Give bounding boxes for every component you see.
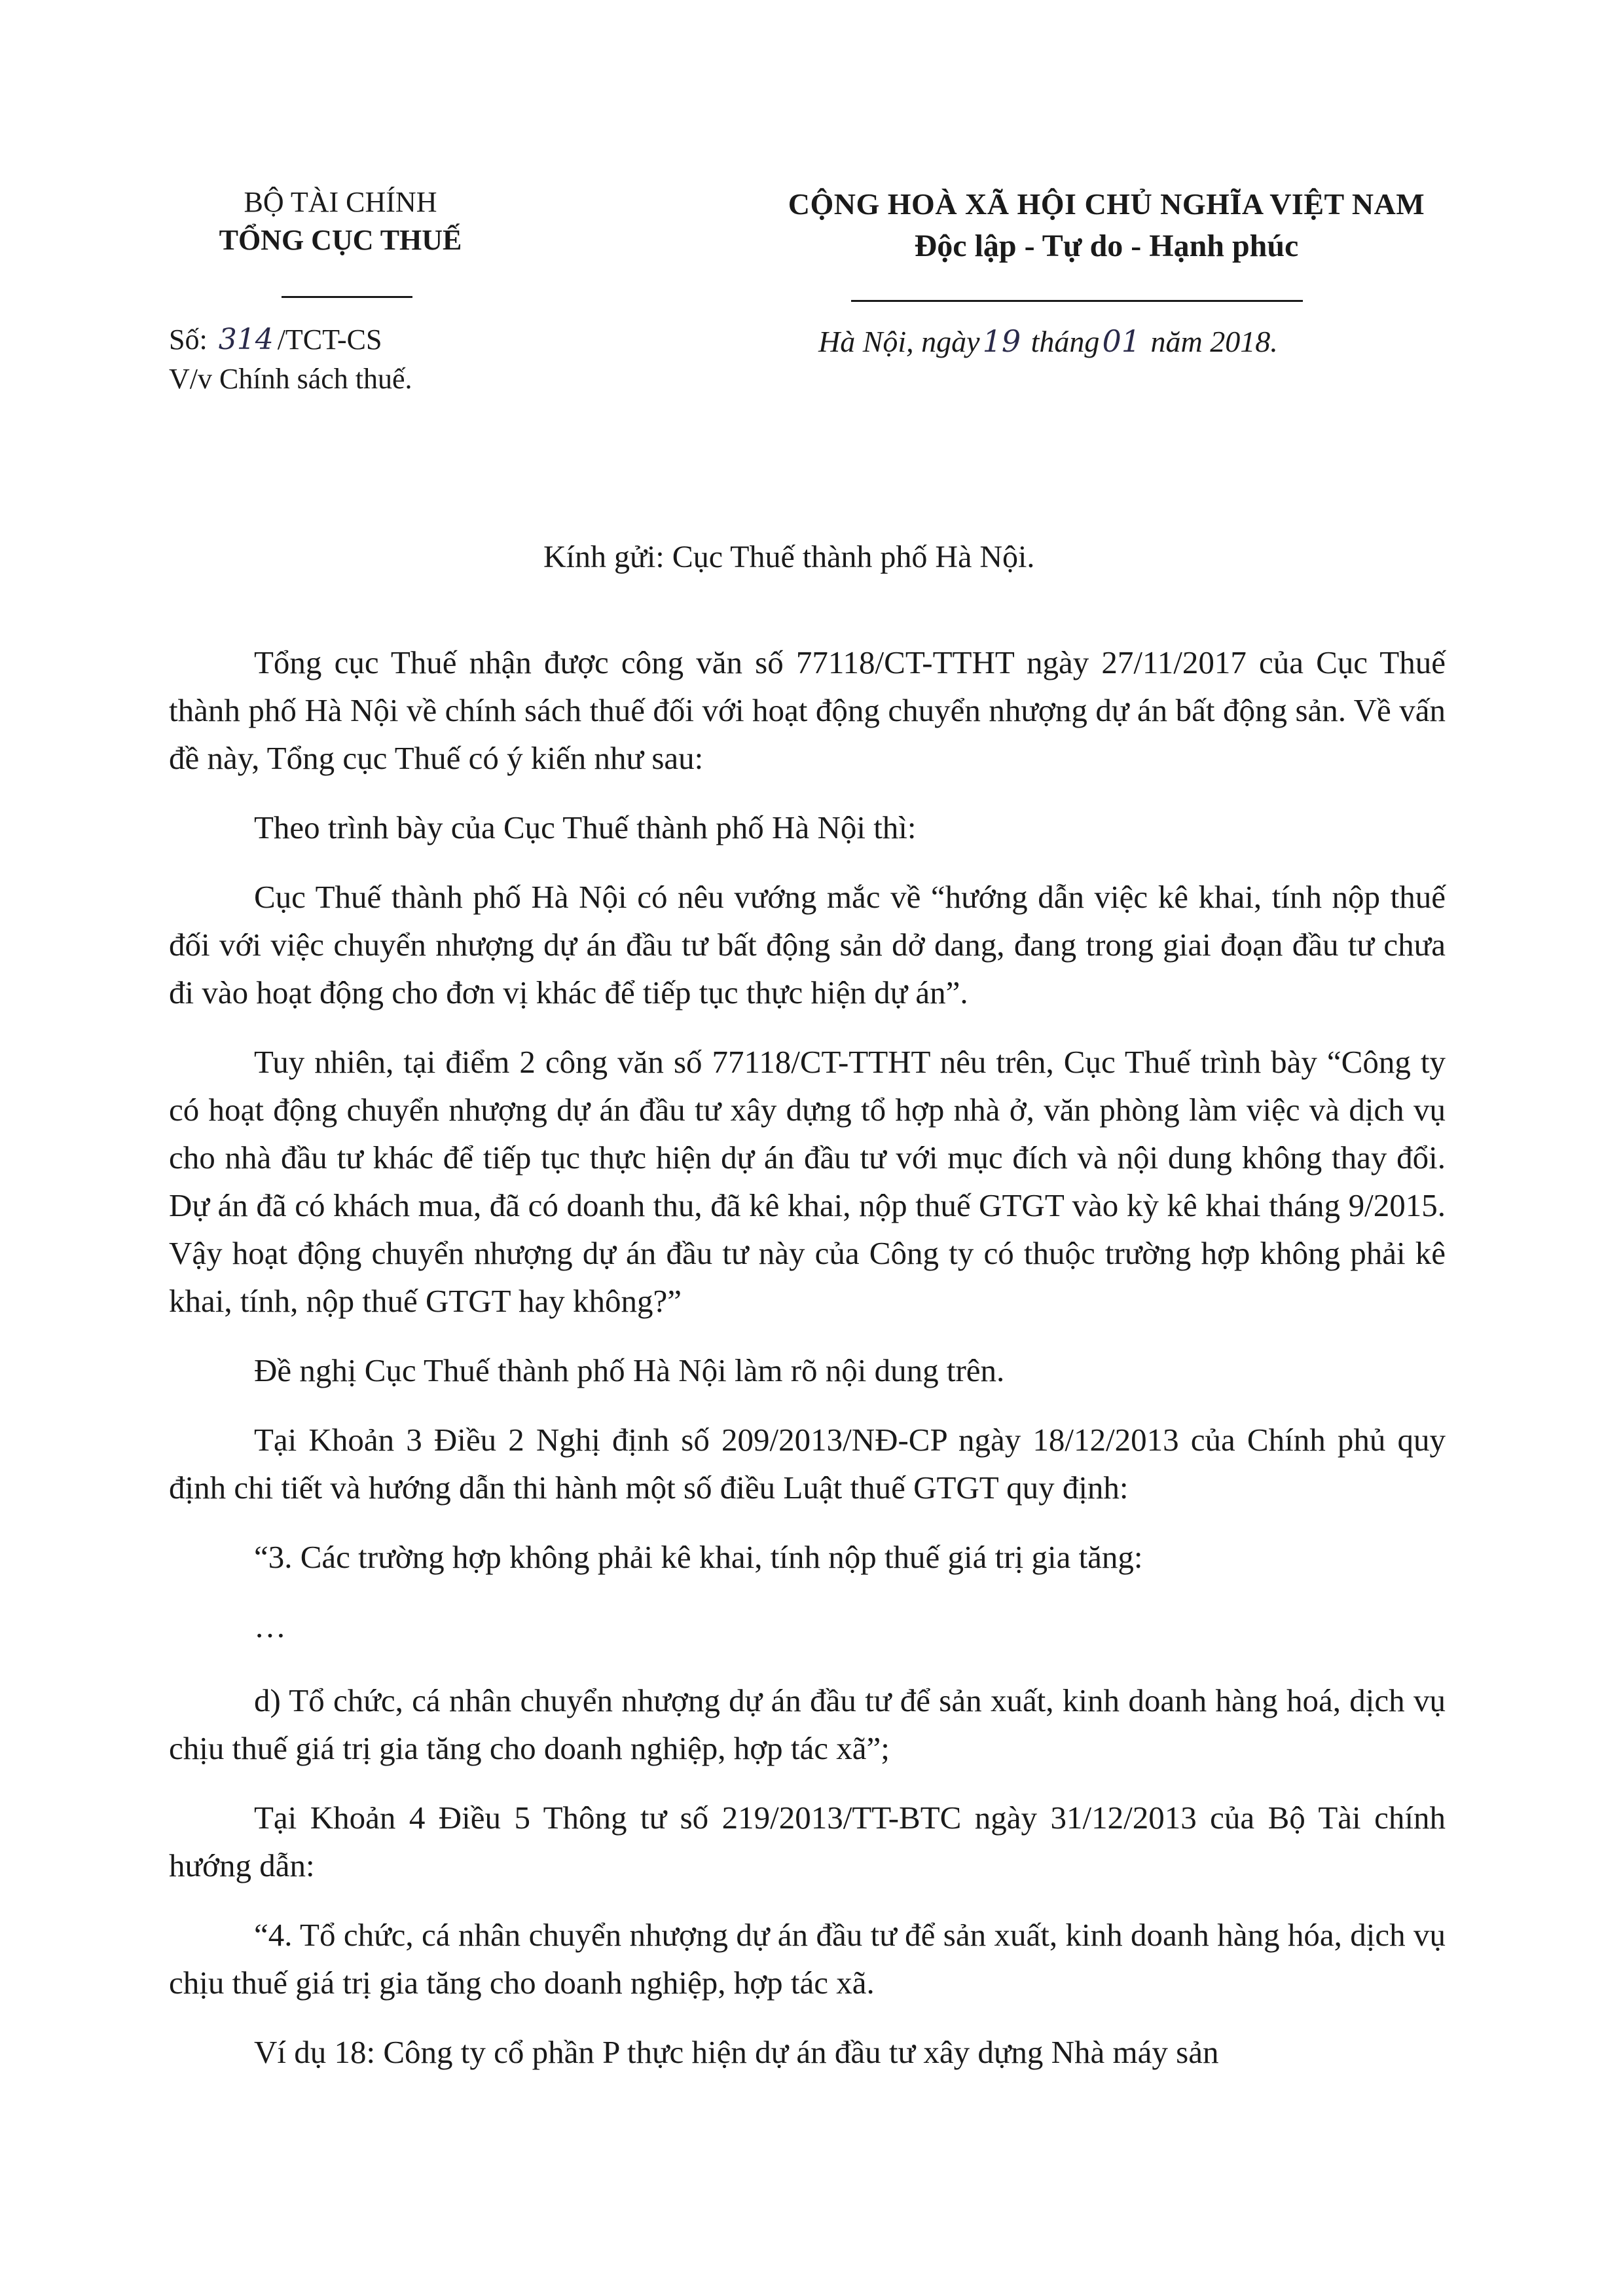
national-motto: Độc lập - Tự do - Hạnh phúc xyxy=(914,229,1299,263)
document-number xyxy=(169,321,382,359)
issuing-agency-block xyxy=(157,183,524,259)
handwritten-number: 314 xyxy=(218,323,274,356)
body-paragraph: Tại Khoản 4 Điều 5 Thông tư số 219/2013/TT-BTC ngày 31/12/2013 của Bộ Tài chính hướng dẫn: xyxy=(169,1800,1446,1883)
year-part: năm 2018. xyxy=(1150,325,1278,358)
place-and-date xyxy=(818,322,1278,361)
country-name: CỘNG HOÀ XÃ HỘI CHỦ NGHĨA VIỆT NAM xyxy=(788,187,1425,221)
parent-ministry: BỘ TÀI CHÍNH xyxy=(244,186,437,218)
body-paragraph: Tại Khoản 3 Điều 2 Nghị định số 209/2013/NĐ-CP ngày 18/12/2013 của Chính phủ quy định chi tiết và hướng dẫn thi hành một số điều Luật thuế GTGT quy định: xyxy=(169,1422,1446,1506)
document-subject: V/v Chính sách thuế. xyxy=(169,363,412,395)
body-paragraph: Tuy nhiên, tại điểm 2 công văn số 77118/CT-TTHT nêu trên, Cục Thuế trình bày “Công ty có hoạt động chuyển nhượng dự án đầu tư xây dựng tổ hợp nhà ở, văn phòng làm việc và dịch vụ cho nhà đầu tư khác để tiếp tục thực hiện dự án đầu tư với mục đích và nội dung không thay đổi. Dự án đã có khách mua, đã có doanh thu, đã kê khai, nộp thuế GTGT vào kỳ kê khai tháng 9/2015. Vậy hoạt động chuyển nhượng dự án đầu tư này của Công ty có thuộc trường hợp không phải kê khai, tính, nộp thuế GTGT hay không?” xyxy=(169,1044,1446,1319)
letter-body xyxy=(169,639,1446,2098)
body-paragraph: Tổng cục Thuế nhận được công văn số 77118/CT-TTHT ngày 27/11/2017 của Cục Thuế thành phố Hà Nội về chính sách thuế đối với hoạt động chuyển nhượng dự án bất động sản. Về vấn đề này, Tổng cục Thuế có ý kiến như sau: xyxy=(169,644,1446,776)
national-heading-block xyxy=(727,183,1486,267)
agency-underline xyxy=(282,296,412,298)
motto-underline xyxy=(851,300,1303,302)
handwritten-month: 01 xyxy=(1102,324,1140,359)
handwritten-day: 19 xyxy=(982,324,1021,359)
body-paragraph: Cục Thuế thành phố Hà Nội có nêu vướng mắc về “hướng dẫn việc kê khai, tính nộp thuế đối với việc chuyển nhượng dự án đầu tư bất động sản dở dang, đang trong giai đoạn đầu tư chưa đi vào hoạt động cho đơn vị khác để tiếp tục thực hiện dự án”. xyxy=(169,879,1446,1010)
addressee-line: Kính gửi: Cục Thuế thành phố Hà Nội. xyxy=(543,540,1035,574)
quoted-clause: “3. Các trường hợp không phải kê khai, tính nộp thuế giá trị gia tăng: xyxy=(254,1539,1143,1575)
body-paragraph: Theo trình bày của Cục Thuế thành phố Hà Nội thì: xyxy=(254,809,917,845)
quoted-clause: d) Tổ chức, cá nhân chuyển nhượng dự án đầu tư để sản xuất, kinh doanh hàng hoá, dịch vụ chịu thuế giá trị gia tăng cho doanh nghiệp, hợp tác xã”; xyxy=(169,1682,1446,1766)
number-prefix: Số: xyxy=(169,324,208,356)
body-paragraph: Ví dụ 18: Công ty cổ phần P thực hiện dự án đầu tư xây dựng Nhà máy sản xyxy=(254,2034,1219,2070)
ellipsis: … xyxy=(254,1608,286,1644)
body-paragraph: Đề nghị Cục Thuế thành phố Hà Nội làm rõ nội dung trên. xyxy=(254,1352,1005,1388)
month-label: tháng xyxy=(1030,325,1100,358)
quoted-clause: “4. Tổ chức, cá nhân chuyển nhượng dự án đầu tư để sản xuất, kinh doanh hàng hóa, dịch vụ chịu thuế giá trị gia tăng cho doanh nghiệp, hợp tác xã. xyxy=(169,1917,1446,2001)
number-suffix: /TCT-CS xyxy=(277,324,382,356)
issuing-agency: TỔNG CỤC THUẾ xyxy=(219,224,462,256)
date-prefix: Hà Nội, ngày xyxy=(818,325,980,358)
